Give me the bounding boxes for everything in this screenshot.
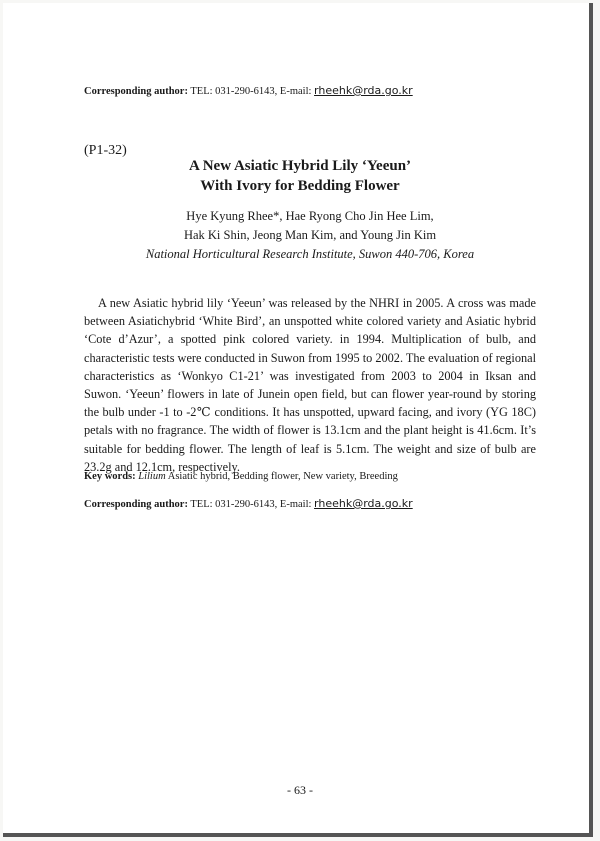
keywords-label: Key words: <box>84 471 136 482</box>
corresponding-author-label: Corresponding author: <box>84 499 188 510</box>
footer-corresponding-author <box>84 497 413 512</box>
paper-title-line2: With Ivory for Bedding Flower <box>200 178 400 194</box>
paper-code: (P1-32) <box>84 143 127 158</box>
keywords-list: Asiatic hybrid, Bedding flower, New variety, Breeding <box>167 471 398 482</box>
contact-tel: TEL: 031-290-6143, E-mail: <box>190 499 312 510</box>
abstract-text: A new Asiatic hybrid lily ‘Yeeun’ was released by the NHRI in 2005. A cross was made between Asiatichybrid ‘White Bird’, an unspotted white colored variety and Asiatic hybrid ‘Cote d’Azur’, a spotted pink colored variety. in 1994. Multiplication of bulb, and characteristic tests were conducted in Suwon from 1995 to 2002. The evaluation of regional characteristics as ‘Wonkyo C1-21’ was investigated from 2003 to 2004 in Iksan and Suwon. ‘Yeeun’ flowers in late of Junein open field, but can flower year-round by storing the bulb under -1 to -2℃ conditions. It has unspotted, upward facing, and ivory (YG 18C) petals with no fragrance. The width of flower is 13.1cm and the plant height is 41.6cm. It’s suitable for bedding flower. The length of leaf is 5.1cm. The weight and size of bulb are 23.2g and 12.1cm, respectively. <box>84 296 536 474</box>
contact-email-link[interactable]: rheehk@rda.go.kr <box>314 84 413 97</box>
corresponding-author-label: Corresponding author: <box>84 86 188 97</box>
paper-title-line1: A New Asiatic Hybrid Lily ‘Yeeun’ <box>188 158 412 174</box>
page-number: - 63 - <box>287 783 313 797</box>
abstract <box>84 294 536 476</box>
authors-line1: Hye Kyung Rhee*, Hae Ryong Cho Jin Hee Lim, <box>186 209 434 223</box>
contact-tel: TEL: 031-290-6143, E-mail: <box>190 86 312 97</box>
header-corresponding-author <box>84 84 413 99</box>
authors-line2: Hak Ki Shin, Jeong Man Kim, and Young Jin Kim <box>183 228 437 242</box>
keywords-genus: Lilium <box>138 471 166 482</box>
contact-email-link[interactable]: rheehk@rda.go.kr <box>314 497 413 510</box>
keywords <box>84 470 398 484</box>
affiliation: National Horticultural Research Institute, Suwon 440-706, Korea <box>145 247 475 261</box>
